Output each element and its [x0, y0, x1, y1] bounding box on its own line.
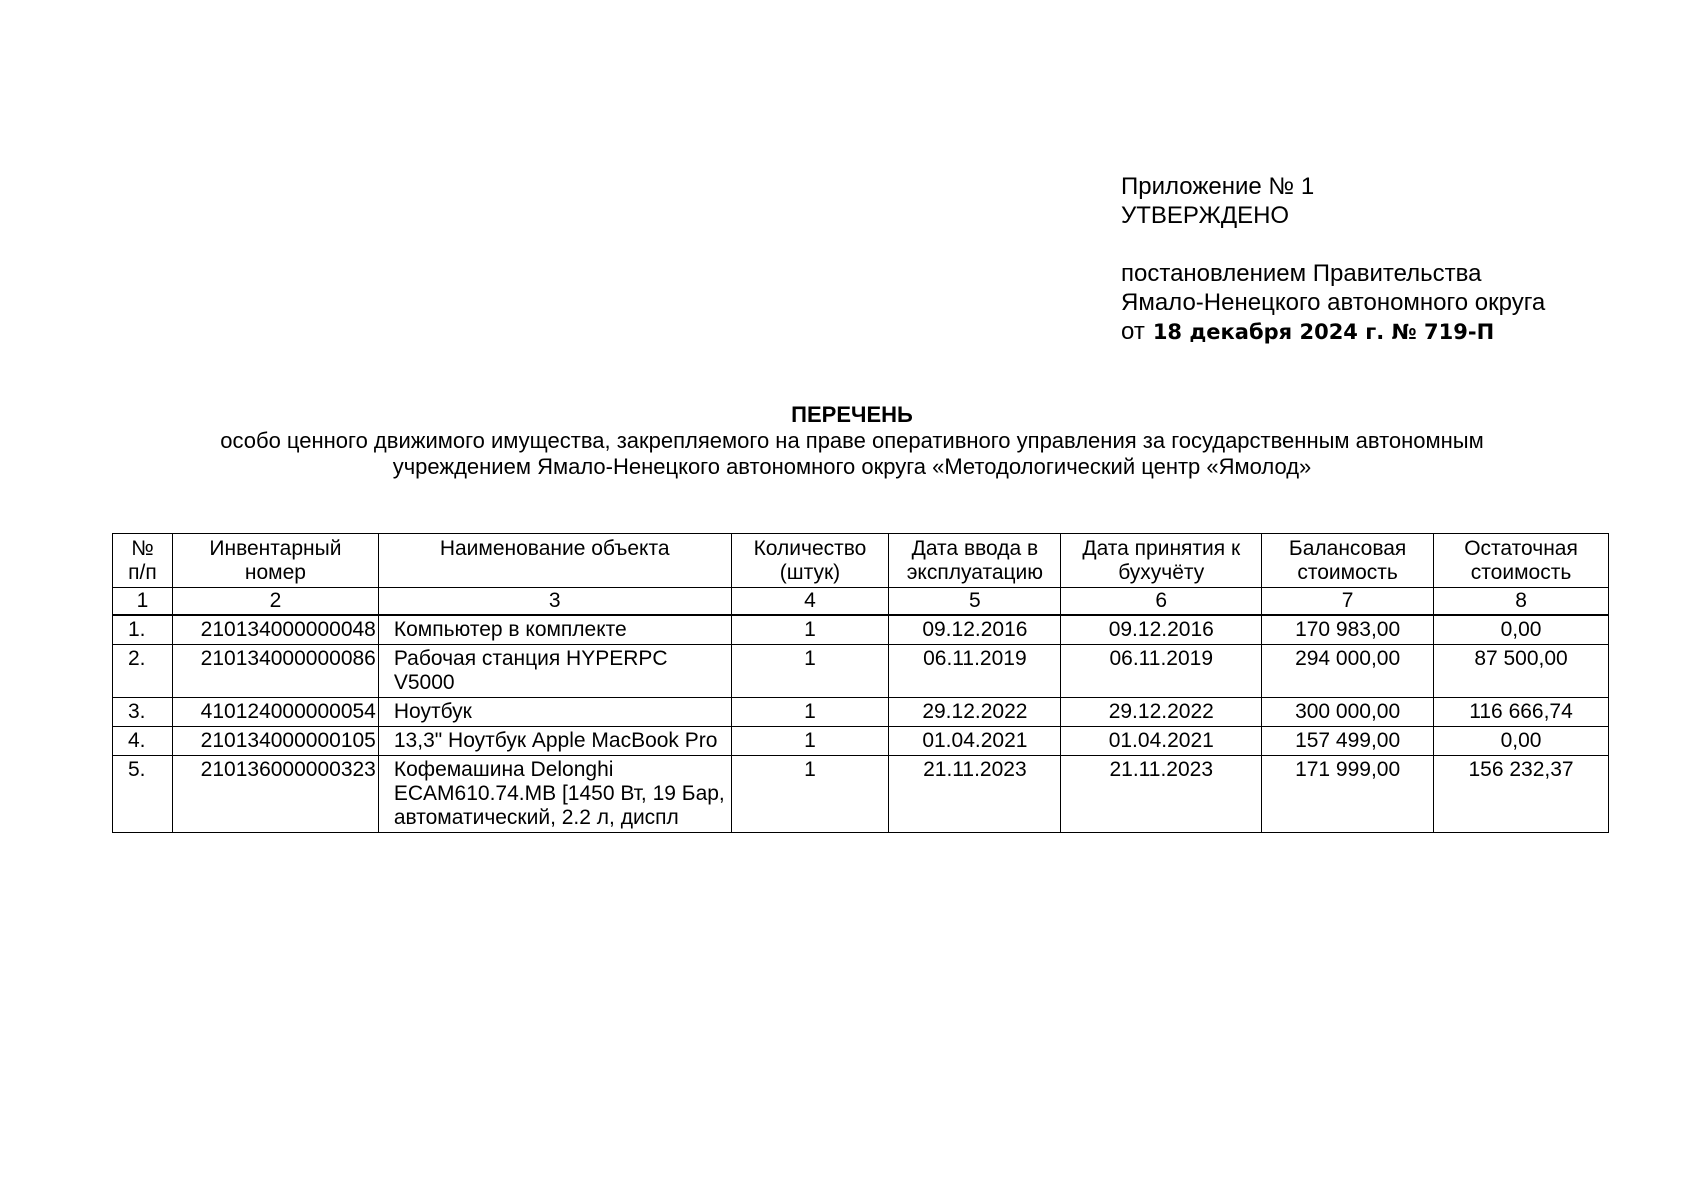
date-accounting: 09.12.2016 — [1061, 615, 1262, 645]
date-operation: 29.12.2022 — [889, 698, 1061, 727]
header-cell-residual: Остаточная стоимость — [1434, 534, 1609, 588]
header-cell-quantity: Количество (штук) — [731, 534, 889, 588]
decree-label: постановлением Правительства — [1121, 260, 1482, 287]
column-number: 7 — [1262, 588, 1434, 616]
balance-value: 300 000,00 — [1262, 698, 1434, 727]
row-index: 1. — [113, 615, 173, 645]
object-name: 13,3" Ноутбук Apple MacBook Pro — [378, 727, 731, 756]
column-number: 8 — [1434, 588, 1609, 616]
balance-value: 171 999,00 — [1262, 756, 1434, 833]
authority-label: Ямало-Ненецкого автономного округа — [1121, 289, 1546, 316]
table-row — [113, 698, 1609, 727]
header-cell-name: Наименование объекта — [378, 534, 731, 588]
column-number: 2 — [172, 588, 378, 616]
date-accounting: 29.12.2022 — [1061, 698, 1262, 727]
decree-date-line — [1121, 317, 1545, 347]
date-accounting: 01.04.2021 — [1061, 727, 1262, 756]
document-subtitle-line-2: учреждением Ямало-Ненецкого автономного округа «Методологический центр «Ямолод» — [392, 454, 1312, 479]
inventory-number: 210134000000105 — [172, 727, 378, 756]
approved-label: УТВЕРЖДЕНО — [1121, 202, 1290, 229]
date-accounting: 21.11.2023 — [1061, 756, 1262, 833]
column-number: 6 — [1061, 588, 1262, 616]
object-name: Ноутбук — [378, 698, 731, 727]
object-name: Рабочая станция HYPERPC V5000 — [378, 645, 731, 698]
inventory-number: 210136000000323 — [172, 756, 378, 833]
document-heading — [113, 402, 1591, 480]
approval-block — [1121, 172, 1545, 347]
date-operation: 21.11.2023 — [889, 756, 1061, 833]
residual-value: 116 666,74 — [1434, 698, 1609, 727]
property-table — [112, 533, 1609, 833]
table-row — [113, 727, 1609, 756]
quantity: 1 — [731, 645, 889, 698]
quantity: 1 — [731, 756, 889, 833]
column-number: 3 — [378, 588, 731, 616]
residual-value: 0,00 — [1434, 615, 1609, 645]
inventory-number: 210134000000086 — [172, 645, 378, 698]
table-header-row — [113, 534, 1609, 588]
quantity: 1 — [731, 615, 889, 645]
row-index: 5. — [113, 756, 173, 833]
table-row — [113, 645, 1609, 698]
column-number: 1 — [113, 588, 173, 616]
date-accounting: 06.11.2019 — [1061, 645, 1262, 698]
inventory-number: 410124000000054 — [172, 698, 378, 727]
header-cell-date-accounting: Дата принятия к бухучёту — [1061, 534, 1262, 588]
header-cell-balance: Балансовая стоимость — [1262, 534, 1434, 588]
document-title: ПЕРЕЧЕНЬ — [791, 402, 913, 427]
balance-value: 170 983,00 — [1262, 615, 1434, 645]
object-name: Кофемашина Delonghi ECAM610.74.MB [1450 Вт, 19 Бар, автоматический, 2.2 л, диспл — [378, 756, 731, 833]
balance-value: 294 000,00 — [1262, 645, 1434, 698]
decree-date-number: 18 декабря 2024 г. № 719-П — [1152, 320, 1495, 344]
header-cell-inventory: Инвентарный номер — [172, 534, 378, 588]
table-row — [113, 756, 1609, 833]
header-cell-date-operation: Дата ввода в эксплуатацию — [889, 534, 1061, 588]
document-subtitle-line-1: особо ценного движимого имущества, закрепляемого на праве оперативного управления за государственным автономным — [220, 428, 1484, 453]
residual-value: 87 500,00 — [1434, 645, 1609, 698]
column-number: 4 — [731, 588, 889, 616]
column-number-row — [113, 588, 1609, 616]
residual-value: 0,00 — [1434, 727, 1609, 756]
row-index: 3. — [113, 698, 173, 727]
balance-value: 157 499,00 — [1262, 727, 1434, 756]
date-operation: 09.12.2016 — [889, 615, 1061, 645]
object-name: Компьютер в комплекте — [378, 615, 731, 645]
row-index: 4. — [113, 727, 173, 756]
column-number: 5 — [889, 588, 1061, 616]
inventory-number: 210134000000048 — [172, 615, 378, 645]
date-operation: 01.04.2021 — [889, 727, 1061, 756]
header-cell-index: № п/п — [113, 534, 173, 588]
spacer — [1121, 230, 1545, 259]
date-operation: 06.11.2019 — [889, 645, 1061, 698]
row-index: 2. — [113, 645, 173, 698]
date-prefix: от — [1121, 318, 1145, 345]
table-row — [113, 615, 1609, 645]
appendix-label: Приложение № 1 — [1121, 173, 1315, 200]
residual-value: 156 232,37 — [1434, 756, 1609, 833]
quantity: 1 — [731, 727, 889, 756]
quantity: 1 — [731, 698, 889, 727]
